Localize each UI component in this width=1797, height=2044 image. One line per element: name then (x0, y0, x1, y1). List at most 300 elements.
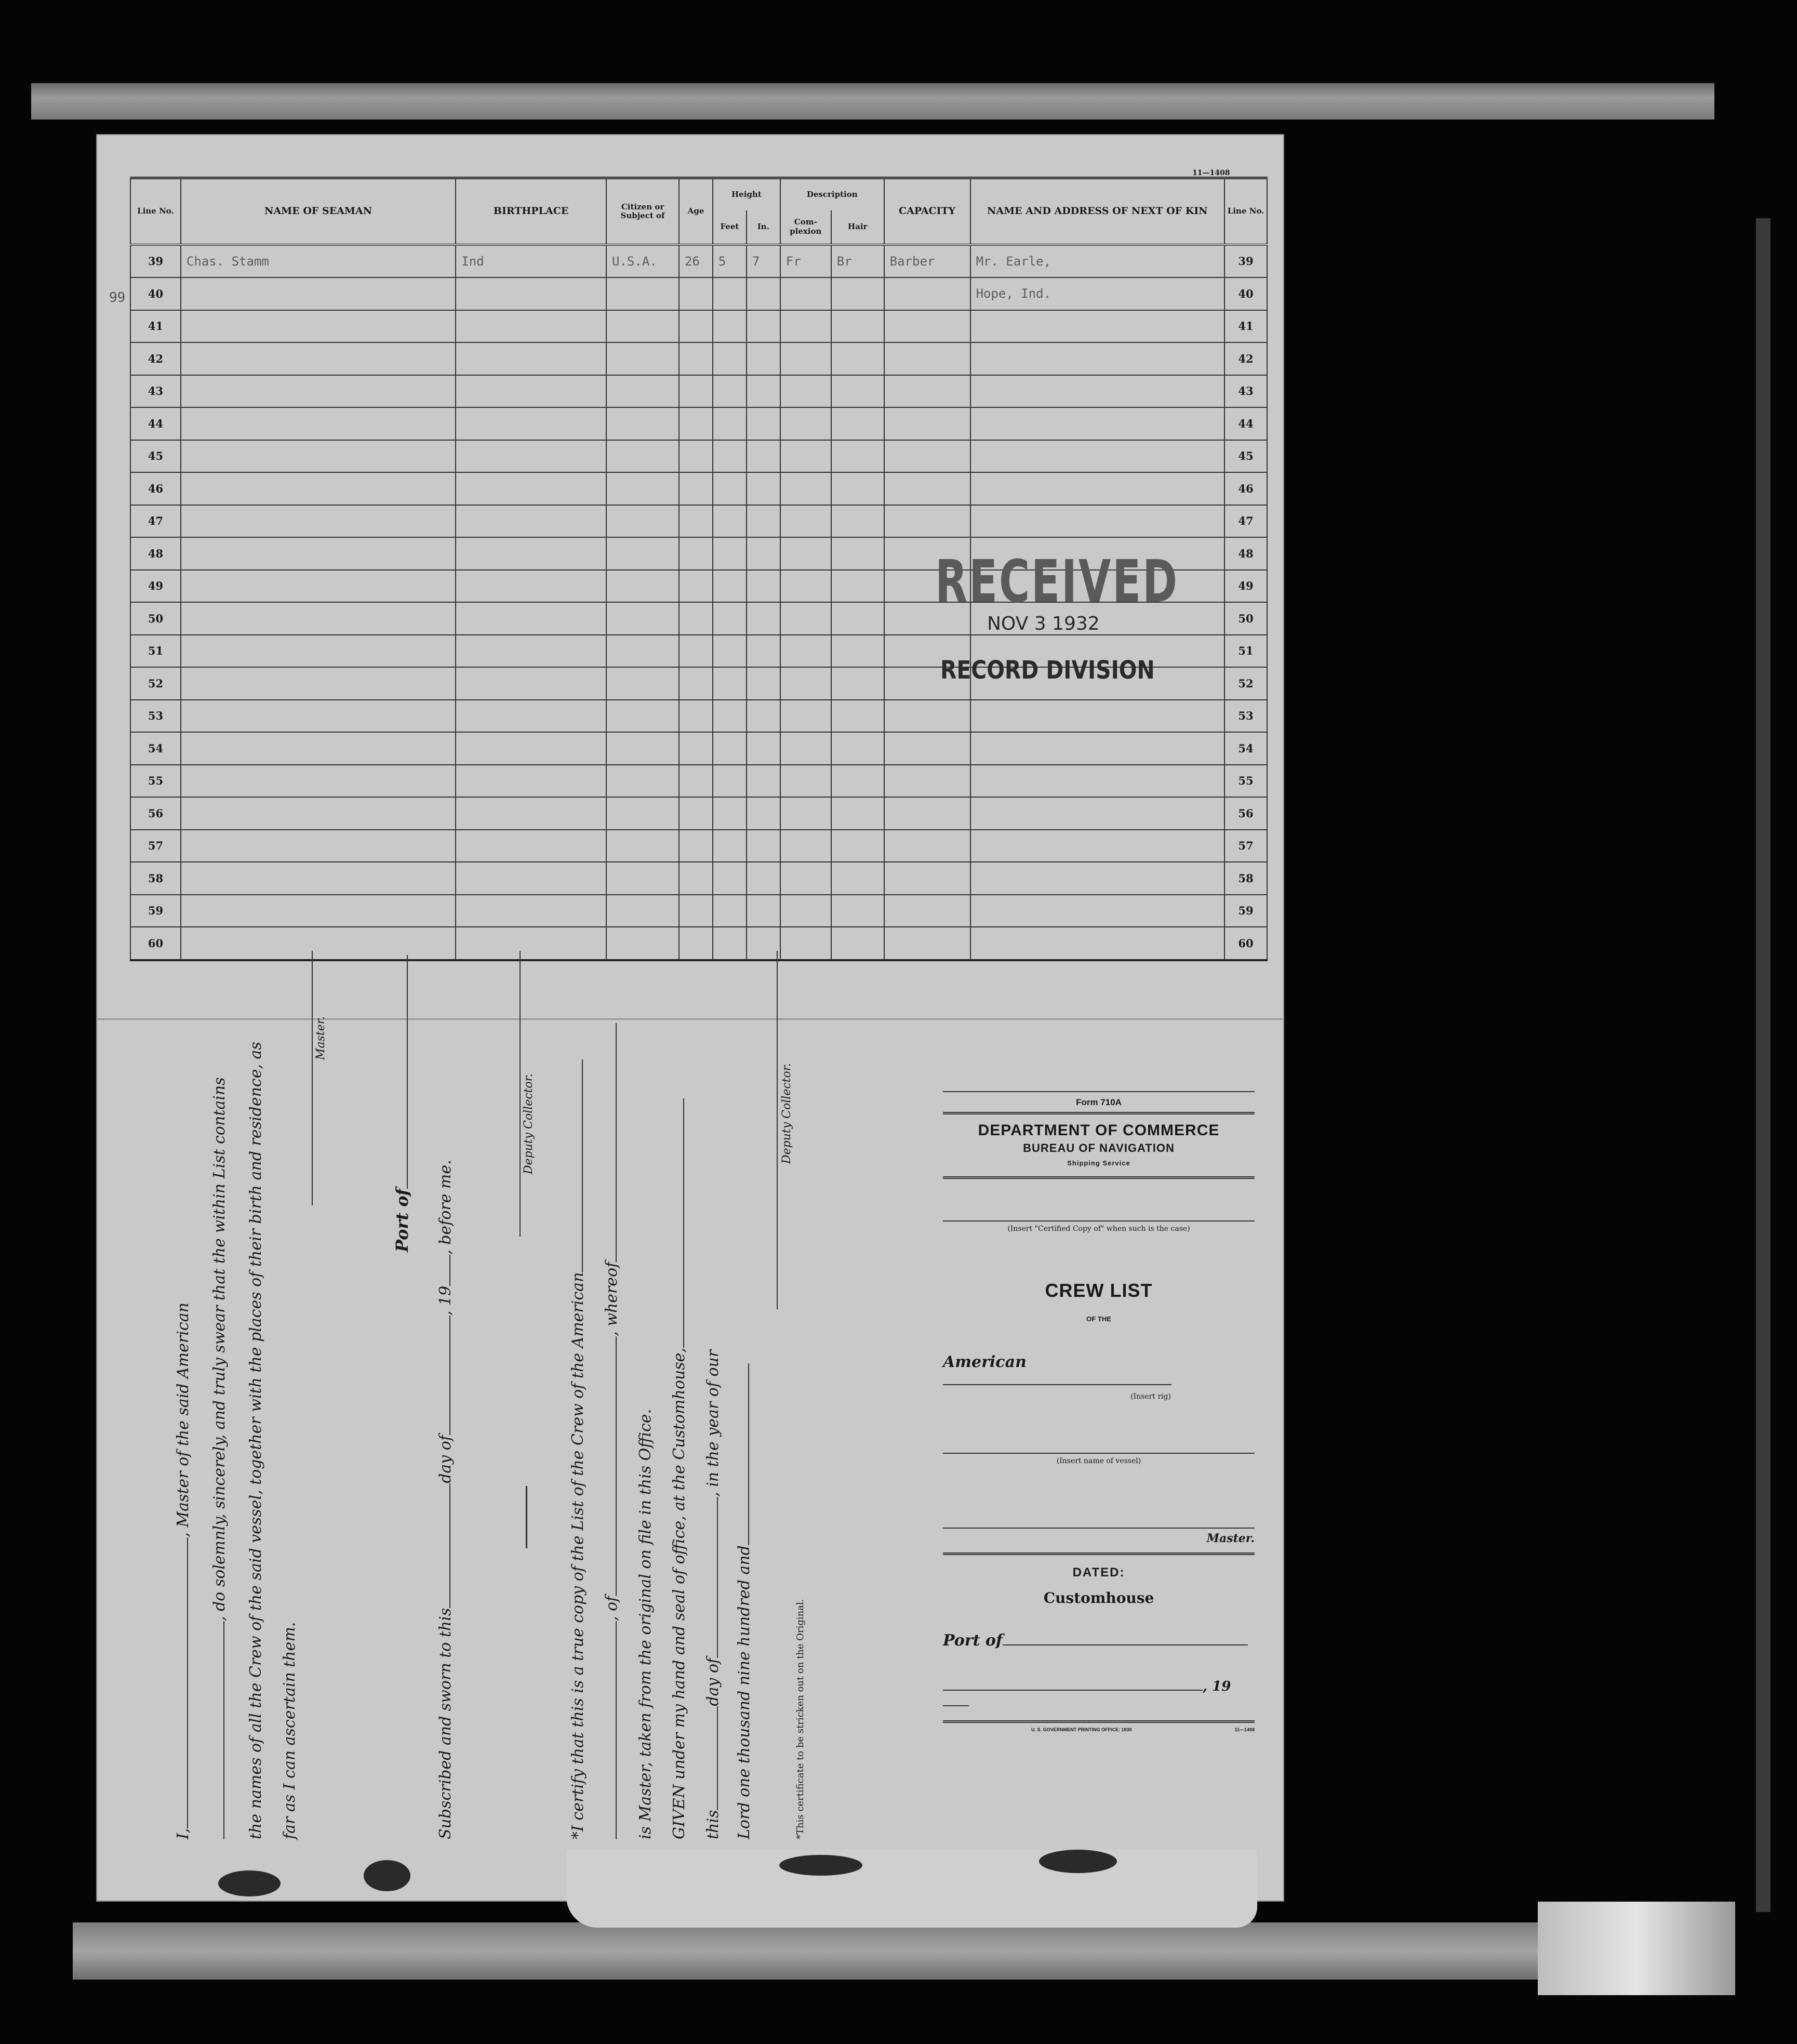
cell-line-no-right: 41 (1224, 310, 1267, 343)
cert-line-5: thisday of, in the year of our (704, 1349, 722, 1839)
cell-next-of-kin (970, 342, 1224, 375)
cell-height-inches (747, 797, 780, 830)
page-fold-line (96, 1018, 1284, 1020)
cell-age (679, 700, 713, 733)
header-citizen: Citizen or Subject of (606, 178, 679, 245)
cell-height-feet (713, 732, 747, 765)
cell-age (679, 472, 713, 505)
cell-birthplace (456, 927, 606, 960)
cell-seaman-name (181, 700, 456, 733)
cell-next-of-kin (970, 732, 1224, 765)
oath-line-1: I,, Master of the said American (174, 1303, 192, 1839)
cover-printer-line: U. S. GOVERNMENT PRINTING OFFICE: 1930 11—1408 (1031, 1727, 1255, 1732)
cell-capacity (884, 862, 970, 895)
cell-citizen (606, 310, 679, 343)
cell-complexion (780, 375, 831, 408)
cell-complexion (780, 440, 831, 473)
cell-hair (831, 375, 884, 408)
cell-age (679, 310, 713, 343)
cell-capacity (884, 505, 970, 538)
cell-complexion (780, 765, 831, 798)
cell-line-no-right: 48 (1224, 537, 1267, 570)
oath-subscribed: Subscribed and sworn to thisday of, 19, before me. (436, 1160, 455, 1839)
cell-birthplace (456, 570, 606, 603)
cell-birthplace (456, 407, 606, 440)
table-row (130, 472, 1267, 505)
cell-line-no: 43 (130, 375, 181, 408)
cell-height-feet (713, 440, 747, 473)
cell-citizen (606, 635, 679, 668)
cell-height-inches (747, 277, 780, 310)
cell-hair (831, 797, 884, 830)
paper-damage-stain (779, 1855, 862, 1876)
cell-height-feet (713, 602, 747, 635)
cell-hair (831, 537, 884, 570)
cell-line-no: 52 (130, 667, 181, 700)
cell-hair (831, 830, 884, 862)
cell-height-feet (713, 797, 747, 830)
cell-next-of-kin (970, 375, 1224, 408)
header-line-no-right: Line No. (1224, 178, 1267, 245)
cell-next-of-kin (970, 797, 1224, 830)
cell-age (679, 342, 713, 375)
cell-citizen (606, 797, 679, 830)
cell-capacity (884, 765, 970, 798)
cell-height-inches (747, 862, 780, 895)
cell-seaman-name (181, 375, 456, 408)
cert-line-4: GIVEN under my hand and seal of office, at the Customhouse, (670, 1098, 688, 1839)
cell-citizen (606, 472, 679, 505)
cell-hair (831, 602, 884, 635)
cell-citizen (606, 700, 679, 733)
cell-height-inches (747, 732, 780, 765)
cell-age (679, 602, 713, 635)
header-next-of-kin: NAME AND ADDRESS OF NEXT OF KIN (970, 178, 1224, 245)
cell-line-no-right: 40 (1224, 277, 1267, 310)
cert-line-6: Lord one thousand nine hundred and (735, 1363, 753, 1839)
cell-line-no: 59 (130, 895, 181, 927)
oath-master-label: Master. (314, 1016, 327, 1060)
cell-birthplace (456, 732, 606, 765)
cell-birthplace (456, 310, 606, 343)
oath-deputy-collector-2: Deputy Collector. (780, 1063, 793, 1164)
cell-hair (831, 927, 884, 960)
cell-height-inches (747, 895, 780, 927)
cell-citizen (606, 570, 679, 603)
cell-age (679, 570, 713, 603)
cell-line-no: 48 (130, 537, 181, 570)
cell-citizen (606, 732, 679, 765)
paper-damage-stain (364, 1860, 410, 1891)
cell-line-no: 44 (130, 407, 181, 440)
cell-line-no-right: 39 (1224, 245, 1267, 278)
cell-height-feet (713, 927, 747, 960)
cell-height-inches (747, 505, 780, 538)
cell-line-no: 58 (130, 862, 181, 895)
cell-height-inches (747, 602, 780, 635)
cell-hair (831, 472, 884, 505)
cell-line-no-right: 54 (1224, 732, 1267, 765)
cell-citizen (606, 927, 679, 960)
cell-capacity (884, 700, 970, 733)
cell-hair (831, 765, 884, 798)
cell-line-no-right: 57 (1224, 830, 1267, 862)
cell-citizen (606, 537, 679, 570)
form-number: 11—1408 (1192, 169, 1230, 177)
cell-seaman-name (181, 342, 456, 375)
cell-next-of-kin (970, 472, 1224, 505)
paper-damage-stain (218, 1870, 281, 1896)
cell-height-feet (713, 342, 747, 375)
cert-line-1: *I certify that this is a true copy of the List of the Crew of the American (569, 1059, 587, 1839)
cell-line-no: 51 (130, 635, 181, 668)
cell-birthplace (456, 797, 606, 830)
cell-hair (831, 277, 884, 310)
cell-line-no-right: 59 (1224, 895, 1267, 927)
cell-birthplace (456, 537, 606, 570)
header-line-no: Line No. (130, 178, 181, 245)
cell-height-inches: 7 (747, 245, 780, 278)
table-row (130, 245, 1267, 278)
cell-line-no-right: 51 (1224, 635, 1267, 668)
cell-next-of-kin (970, 407, 1224, 440)
cell-line-no-right: 45 (1224, 440, 1267, 473)
cell-seaman-name (181, 472, 456, 505)
cell-seaman-name: Chas. Stamm (181, 245, 456, 278)
cell-line-no-right: 56 (1224, 797, 1267, 830)
cell-hair (831, 440, 884, 473)
header-inches: In. (747, 210, 780, 245)
film-edge-top (31, 83, 1714, 120)
cell-height-feet: 5 (713, 245, 747, 278)
cover-year-field: , 19 (943, 1679, 1255, 1710)
film-edge-bottom (73, 1922, 1714, 1980)
cell-complexion: Fr (780, 245, 831, 278)
cell-line-no-right: 58 (1224, 862, 1267, 895)
cell-height-feet (713, 310, 747, 343)
cell-citizen (606, 895, 679, 927)
cell-age (679, 407, 713, 440)
cell-height-inches (747, 472, 780, 505)
cell-birthplace (456, 375, 606, 408)
cover-insert-copy-hint: (Insert "Certified Copy of" when such is the case) (1007, 1225, 1190, 1233)
cell-age (679, 537, 713, 570)
cell-hair (831, 310, 884, 343)
cell-next-of-kin (970, 700, 1224, 733)
cell-age (679, 862, 713, 895)
cell-height-feet (713, 700, 747, 733)
cell-hair (831, 732, 884, 765)
cell-complexion (780, 277, 831, 310)
cell-citizen (606, 375, 679, 408)
cell-hair: Br (831, 245, 884, 278)
cell-seaman-name (181, 862, 456, 895)
cell-birthplace (456, 505, 606, 538)
oath-line-2: , do solemnly, sincerely, and truly swear that the within List contains (210, 1077, 229, 1839)
cell-seaman-name (181, 927, 456, 960)
cell-height-feet (713, 472, 747, 505)
cell-seaman-name (181, 830, 456, 862)
cell-line-no: 40 (130, 277, 181, 310)
cell-seaman-name (181, 635, 456, 668)
paper-damage-stain (1039, 1850, 1117, 1873)
cell-birthplace (456, 895, 606, 927)
cell-hair (831, 700, 884, 733)
cell-hair (831, 342, 884, 375)
cell-birthplace (456, 667, 606, 700)
cell-age (679, 732, 713, 765)
cell-height-feet (713, 505, 747, 538)
cell-complexion (780, 472, 831, 505)
cell-line-no: 56 (130, 797, 181, 830)
cell-age (679, 895, 713, 927)
cell-capacity (884, 895, 970, 927)
cell-height-inches (747, 537, 780, 570)
cell-seaman-name (181, 537, 456, 570)
cell-citizen (606, 440, 679, 473)
cell-height-inches (747, 830, 780, 862)
cell-citizen (606, 830, 679, 862)
cell-birthplace (456, 342, 606, 375)
cell-height-inches (747, 667, 780, 700)
cell-line-no-right: 44 (1224, 407, 1267, 440)
cell-complexion (780, 537, 831, 570)
cell-line-no-right: 55 (1224, 765, 1267, 798)
cell-age (679, 375, 713, 408)
cell-birthplace: Ind (456, 245, 606, 278)
cell-citizen (606, 602, 679, 635)
cell-age (679, 765, 713, 798)
cell-next-of-kin: Hope, Ind. (970, 277, 1224, 310)
cell-seaman-name (181, 797, 456, 830)
cell-citizen (606, 505, 679, 538)
table-row (130, 797, 1267, 830)
header-hair: Hair (831, 210, 884, 245)
cell-birthplace (456, 277, 606, 310)
cell-height-feet (713, 765, 747, 798)
cell-line-no-right: 42 (1224, 342, 1267, 375)
table-row (130, 277, 1267, 310)
cell-seaman-name (181, 765, 456, 798)
cell-capacity (884, 797, 970, 830)
cell-citizen (606, 342, 679, 375)
header-complexion: Com- plexion (780, 210, 831, 245)
cover-title: CREW LIST (1045, 1280, 1153, 1301)
cell-height-feet (713, 667, 747, 700)
cell-complexion (780, 310, 831, 343)
cell-line-no: 46 (130, 472, 181, 505)
cell-birthplace (456, 862, 606, 895)
table-row (130, 830, 1267, 862)
cell-line-no: 53 (130, 700, 181, 733)
oath-deputy-collector-1: Deputy Collector. (522, 1073, 535, 1174)
cell-line-no-right: 52 (1224, 667, 1267, 700)
cell-height-inches (747, 440, 780, 473)
cell-line-no: 41 (130, 310, 181, 343)
cell-height-feet (713, 277, 747, 310)
cover-insert-name-hint: (Insert name of vessel) (1056, 1457, 1141, 1465)
cell-age (679, 797, 713, 830)
cell-complexion (780, 407, 831, 440)
cell-age (679, 440, 713, 473)
cell-height-inches (747, 310, 780, 343)
cell-complexion (780, 635, 831, 668)
cell-seaman-name (181, 895, 456, 927)
cell-complexion (780, 862, 831, 895)
table-row (130, 310, 1267, 343)
cell-seaman-name (181, 570, 456, 603)
cell-capacity (884, 375, 970, 408)
cell-complexion (780, 797, 831, 830)
cover-dated: DATED: (1072, 1565, 1125, 1580)
cell-citizen (606, 667, 679, 700)
cell-next-of-kin (970, 440, 1224, 473)
oath-line-4: far as I can ascertain them. (281, 1622, 299, 1839)
cell-complexion (780, 667, 831, 700)
cell-line-no: 39 (130, 245, 181, 278)
table-row (130, 765, 1267, 798)
cover-master-label: Master. (1206, 1532, 1255, 1545)
header-height: Height (713, 178, 780, 210)
cell-complexion (780, 342, 831, 375)
cell-citizen (606, 277, 679, 310)
cell-line-no-right: 47 (1224, 505, 1267, 538)
cell-citizen: U.S.A. (606, 245, 679, 278)
cell-capacity (884, 277, 970, 310)
cell-capacity (884, 927, 970, 960)
cell-line-no-right: 50 (1224, 602, 1267, 635)
cell-line-no-right: 60 (1224, 927, 1267, 960)
cell-next-of-kin: Mr. Earle, (970, 245, 1224, 278)
cell-hair (831, 407, 884, 440)
cell-birthplace (456, 635, 606, 668)
cell-birthplace (456, 440, 606, 473)
cell-next-of-kin (970, 895, 1224, 927)
cell-birthplace (456, 830, 606, 862)
cell-birthplace (456, 700, 606, 733)
cell-age (679, 277, 713, 310)
cover-panel (943, 1091, 1255, 1732)
cell-line-no: 57 (130, 830, 181, 862)
header-feet: Feet (713, 210, 747, 245)
record-division-stamp: RECORD DIVISION (940, 656, 1155, 685)
cell-height-inches (747, 342, 780, 375)
cell-seaman-name (181, 505, 456, 538)
received-stamp: RECEIVED (935, 548, 1179, 616)
table-row (130, 342, 1267, 375)
cell-age (679, 927, 713, 960)
cell-line-no: 47 (130, 505, 181, 538)
cell-complexion (780, 602, 831, 635)
cell-height-feet (713, 895, 747, 927)
cell-line-no-right: 46 (1224, 472, 1267, 505)
cover-service: Shipping Service (1067, 1159, 1130, 1167)
table-row (130, 700, 1267, 733)
cell-age (679, 635, 713, 668)
table-row (130, 440, 1267, 473)
cell-citizen (606, 765, 679, 798)
table-row (130, 375, 1267, 408)
cell-capacity (884, 440, 970, 473)
oath-line-3: the names of all the Crew of the said vessel, together with the places of their birth and residence, as (247, 1042, 265, 1839)
cell-height-inches (747, 635, 780, 668)
cell-age (679, 505, 713, 538)
cell-next-of-kin (970, 927, 1224, 960)
cell-height-feet (713, 570, 747, 603)
cell-next-of-kin (970, 505, 1224, 538)
cell-citizen (606, 862, 679, 895)
cell-height-feet (713, 862, 747, 895)
cover-port-of-field: Port of (943, 1631, 1255, 1650)
header-birthplace: BIRTHPLACE (456, 178, 606, 245)
cell-line-no: 54 (130, 732, 181, 765)
received-stamp-date: NOV 3 1932 (987, 613, 1100, 634)
cell-age (679, 667, 713, 700)
cell-height-feet (713, 375, 747, 408)
cell-capacity (884, 732, 970, 765)
cover-form-number: Form 710A (1076, 1097, 1122, 1107)
cover-department: DEPARTMENT OF COMMERCE (978, 1122, 1220, 1139)
cell-capacity (884, 472, 970, 505)
cell-capacity (884, 830, 970, 862)
torn-paper-flap (566, 1850, 1257, 1928)
table-row (130, 862, 1267, 895)
cover-american-field: American (943, 1353, 1255, 1389)
cell-height-feet (713, 830, 747, 862)
cell-line-no: 60 (130, 927, 181, 960)
cell-seaman-name (181, 440, 456, 473)
cell-seaman-name (181, 407, 456, 440)
cell-height-feet (713, 407, 747, 440)
cell-hair (831, 505, 884, 538)
cell-next-of-kin (970, 765, 1224, 798)
film-edge-right (1756, 218, 1771, 1912)
cover-bureau: BUREAU OF NAVIGATION (1023, 1142, 1175, 1154)
table-row (130, 895, 1267, 927)
cell-line-no-right: 49 (1224, 570, 1267, 603)
cell-height-feet (713, 635, 747, 668)
cell-age (679, 830, 713, 862)
cert-line-2: , of, whereof (603, 1023, 621, 1839)
cell-seaman-name (181, 667, 456, 700)
cover-insert-rig-hint: (Insert rig) (1130, 1392, 1171, 1401)
cell-line-no: 42 (130, 342, 181, 375)
oath-port-of: Port of (392, 955, 412, 1252)
cell-line-no: 49 (130, 570, 181, 603)
table-row (130, 505, 1267, 538)
cell-height-inches (747, 765, 780, 798)
header-capacity: CAPACITY (884, 178, 970, 245)
cell-height-feet (713, 537, 747, 570)
cert-line-3: is Master, taken from the original on file in this Office. (636, 1409, 655, 1839)
cell-capacity (884, 310, 970, 343)
cell-complexion (780, 895, 831, 927)
cell-next-of-kin (970, 310, 1224, 343)
table-row (130, 407, 1267, 440)
cell-line-no-right: 43 (1224, 375, 1267, 408)
cell-height-inches (747, 407, 780, 440)
cell-age: 26 (679, 245, 713, 278)
cert-footnote: *This certificate to be stricken out on the Original. (795, 1599, 806, 1839)
table-row (130, 732, 1267, 765)
cell-hair (831, 895, 884, 927)
cell-height-inches (747, 700, 780, 733)
margin-number: 99 (109, 290, 126, 306)
oath-section (73, 1016, 806, 1839)
cell-line-no: 55 (130, 765, 181, 798)
cell-capacity: Barber (884, 245, 970, 278)
cell-citizen (606, 407, 679, 440)
